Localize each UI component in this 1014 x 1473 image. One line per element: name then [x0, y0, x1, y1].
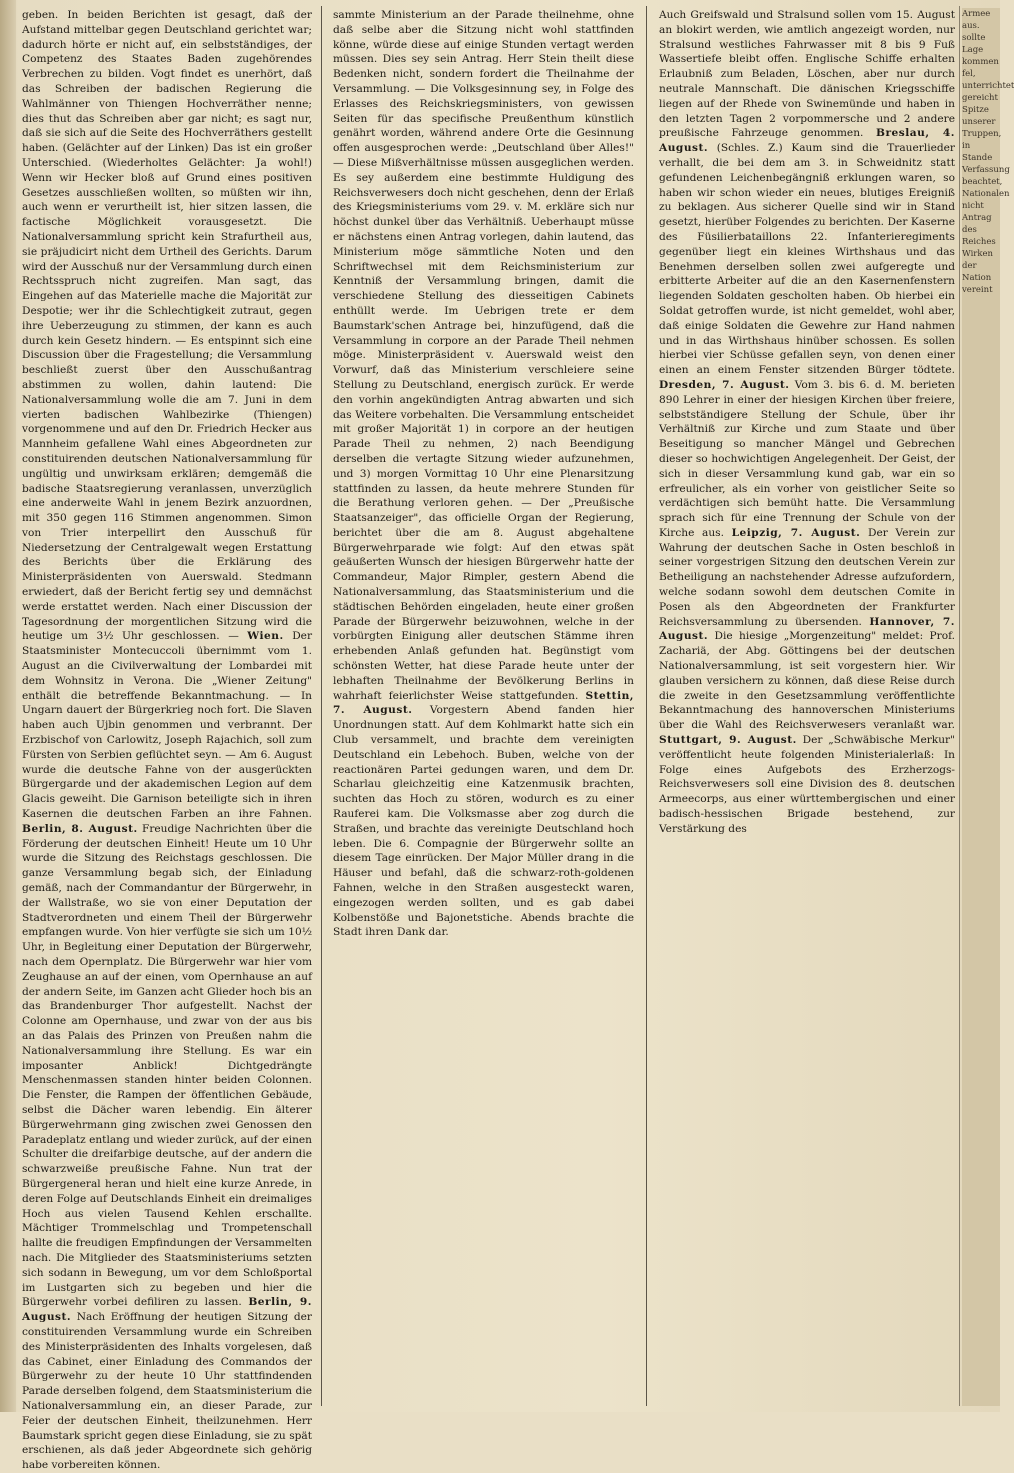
dateline-wien: Wien.	[247, 630, 284, 643]
article-stuttgart: Der „Schwäbische Merkur" veröffentlicht heute folgenden Ministerialerlaß: In Folge eines Aufgebots des Erzherzogs-Reichsverwesers soll eine Division des 8. deutschen Armeecorps, aus einer württembergischen und einer badisch-hessischen Brigade bestehend, zur Verstärkung des	[659, 734, 955, 835]
dateline-breslau: Breslau, 4. August.	[659, 127, 955, 155]
article-berlin-8: Freudige Nachrichten über die Förderung der deutschen Einheit! Heute um 10 Uhr wurde die Sitzung des Reichstags geschlossen. Die ganze Versammlung begab sich, der Einladung gemäß, nach der Commandantur der Bürgerwehr, in der Wallstraße, wo sie von einer Deputation der Stadtverordneten und einem Theil der Bürgerwehr empfangen wurde. Von hier verfügte sie sich um 10½ Uhr, in Begleitung einer Deputation der Bürgerwehr, nach dem Opernplatz. Die Bürgerwehr war hier vom Zeughause an auf der einen, vom Opernhause an auf der andern Seite, im Ganzen acht Glieder hoch bis an das Brandenburger Thor aufgestellt. Nachst der Colonne am Opernhause, und zwar von der aus bis an das Palais des Prinzen von Preußen nahm die Nationalversammlung ihre Stellung. Es war ein imposanter Anblick! Dichtgedrängte Menschenmassen standen hinter beiden Colonnen. Die Fenster, die Rampen der öffentlichen Gebäude, selbst die Dächer waren lebendig. Ein älterer Bürgerwehrmann ging zwischen zwei Genossen den Paradeplatz entlang und wieder zurück, auf der einen Schulter die dreifarbige deutsche, auf der andern die schwarzweiße preußische Fahne. Nun trat der Bürgergeneral heran und hielt eine kurze Anrede, in deren Folge auf Deutschlands Einheit ein dreimaliges Hoch aus vielen Tausend Kehlen erschallte. Mächtiger Trommelschlag und Trompetenschall hallte die freudigen Empfindungen der Versammelten nach. Die Mitglieder des Staatsministeriums setzten sich sodann in Bewegung, um vor dem Schloßportal im Lustgarten sich zu begeben und hier die Bürgerwehr vorbei defiliren zu lassen.	[22, 822, 312, 1309]
article-dresden: Vom 3. bis 6. d. M. berieten 890 Lehrer in einer der hiesigen Kirchen über freiere, selbstständigere Stellung der Schule, über ihr Verhältniß zur Kirche und zum Staate und über Beseitigung so mancher Mängel und Gebrechen dieser so hochwichtigen Angelegenheit. Der Geist, der sich in dieser Versammlung kund gab, war ein so erfreulicher, als ein vorher von geistlicher Seite so verdächtigen sich bemüht hatte. Die Versammlung sprach sich für eine Trennung der Schule von der Kirche aus.	[659, 378, 955, 539]
edge-fragment-text: Armee aus. sollte Lage kommen fel, unterrichtet gereicht Spitze unserer Truppen, in Stande Verfassung beachtet, Nationalen nicht Antrag des Reiches Wirken der Nation vereint	[962, 9, 1014, 295]
column-3	[659, 8, 955, 1406]
dateline-hannover: Hannover, 7. August.	[659, 615, 955, 643]
dateline-dresden: Dresden, 7. August.	[659, 378, 790, 391]
article-leipzig: Der Verein zur Wahrung der deutschen Sache in Osten beschloß in seiner vorgestrigen Sitzung den deutschen Verein zur Betheiligung an nachstehender Adresse aufzufordern, welche sodann sowohl dem deutschen Comite in Posen als den Abgeordneten der Frankfurter Reichsversammlung zu übersenden.	[659, 526, 955, 628]
next-page-edge-fragment	[962, 8, 1014, 1406]
dateline-leipzig: Leipzig, 7. August.	[731, 526, 861, 539]
article-wien: Der Staatsminister Montecuccoli übernimmt vom 1. August an die Civilverwaltung der Lombardei mit dem Wohnsitz in Verona. Die „Wiener Zeitung" enthält die betreffende Bekanntmachung. — In Ungarn dauert der Bürgerkrieg noch fort. Die Slaven haben auch Ujbin genommen und verbrannt. Der Erzbischof von Carlowitz, Joseph Rajachich, soll zum Fürsten von Serbien geflüchtet seyn. — Am 6. August wurde die deutsche Fahne von der ausgerückten Bürgergarde und der akademischen Legion auf dem Glacis geweiht. Die Garnison beteiligte sich in ihren Kasernen die deutschen Farben an ihre Fahnen.	[22, 630, 313, 821]
dateline-berlin-8: Berlin, 8. August.	[22, 822, 138, 835]
dateline-stuttgart: Stuttgart, 9. August.	[659, 734, 797, 747]
page-binding-edge	[0, 0, 16, 1412]
article-breslau: (Schles. Z.) Kaum sind die Trauerlieder verhallt, die bei dem am 3. in Schweidnitz statt gefundenen Leichenbegängniß erklungen waren, so haben wir schon wieder ein neues, blutiges Ereigniß zu beklagen. Aus sicherer Quelle sind wir in Stand gesetzt, hierüber Folgendes zu berichten. Der Kaserne des Füsilierbataillons 22. Infanterieregiments gegenüber liegt ein kleines Wirthshaus und das Benehmen derselben sollen zwei aufgeregte und erbitterte Arbeiter auf die an den Kasernenfenstern liegenden Soldaten gescholten haben. Ob hierbei ein Soldat getroffen wurde, ist nicht gemeldet, wohl aber, daß einige Soldaten die Gewehre zur Hand nahmen und in das Wirthshaus hinüber schossen. Es sollen hierbei vier Schüsse gefallen seyn, von denen einer einen an einem Fenster sitzenden Bürger tödtete.	[659, 142, 955, 377]
article-hannover: Die hiesige „Morgenzeitung" meldet: Prof. Zachariä, der Abg. Göttingens bei der deutschen Nationalversammlung, ist seit vorgestern hier. Wir glauben versichern zu können, daß diese Reise durch die zweite in den Gesetzsammlung veröffentlichte Bekanntmachung des hannoverschen Ministeriums über die Wahl des Reichsverwesers veranlaßt war.	[659, 630, 955, 732]
column-1: geben. In beiden Berichten ist gesagt, daß der Aufstand mittelbar gegen Deutschland gerichtet war; dadurch hörte er nicht auf, ein selbstständiges, der Competenz des Staates Baden zugehörendes Verbrechen zu bilden. Vogt findet es unerhört, daß das Schreiben der badischen Regierung die Wahlmänner von Thiengen Hochverräther nenne; dies thut das Schreiben aber gar nicht; es sagt nur, daß sie sich auf die Seite des Hochverräthers gestellt haben. (Gelächter auf der Linken) Das ist ein großer Unterschied. (Wiederholtes Gelächter: Ja wohl!) Wenn wir Hecker bloß auf Grund eines positiven Gesetzes ausschließen wollten, so müßten wir ihn, auch wenn er verurtheilt ist, hier sitzen lassen, die factische Möglichkeit vorausgesetzt. Die Nationalversammlung spricht kein Strafurtheil aus, sie präjudicirt nicht dem Urtheil des Gerichts. Darum wird der Ausschuß nur der Versammlung durch einen Rechtsspruch nicht zugreifen. Man sagt, das Eingehen auf das Materielle mache die Majorität zur Despotie; wer ihr die Schlechtigkeit zutraut, gegen ihre Ueberzeugung zu stimmen, der kann es auch durch kein Gesetz hindern. — Es entspinnt sich eine Discussion über die Fragestellung; die Versammlung beschließt zuerst über den Ausschußantrag abstimmen zu wollen, dahin lautend: Die Nationalversammlung wolle die am 7. Juni in dem vierten badischen Wahlbezirke (Thiengen) vorgenommene und auf den Dr. Friedrich Hecker aus Mannheim gefallene Wahl eines Abgeordneten zur constituirenden deutschen Nationalversammlung für ungültig und unwirksam erklären; demgemäß die badische Staatsregierung veranlassen, unverzüglich eine anderweite Wahl in jenem Bezirk anzuordnen, mit 350 gegen 116 Stimmen angenommen. Simon von Trier interpellirt den Ausschuß für Niedersetzung der Centralgewalt wegen Erstattung des Berichts über die Erklärung des Ministerpräsidenten von Auerswald. Stedmann erwiedert, daß der Bericht fertig sey und demnächst werde erstattet werden. Nach einer Discussion der Tagesordnung der morgentlichen Sitzung wird die heutige um 3½ Uhr geschlossen. — Wien. Der Staatsminister Montecuccoli übernimmt vom 1. August an die Civilverwaltung der Lombardei mit dem Wohnsitz in Verona. Die „Wiener Zeitung" enthält die betreffende Bekanntmachung. — In Ungarn dauert der Bürgerkrieg noch fort. Die Slaven haben auch Ujbin genommen und verbrannt. Der Erzbischof von Carlowitz, Joseph Rajachich, soll zum Fürsten von Serbien geflüchtet seyn. — Am 6. August wurde die deutsche Fahne von der ausgerückten Bürgergarde und der akademischen Legion auf dem Glacis geweiht. Die Garnison beteiligte sich in ihren Kasernen die deutschen Farben an ihre Fahnen. Berlin, 8. August. Freudige Nachrichten über die Förderung der deutschen Einheit! Heute um 10 Uhr wurde die Sitzung des Reichstags geschlossen. Die ganze Versammlung begab sich, der Einladung gemäß, nach der Commandantur der Bürgerwehr, in der Wallstraße, wo sie von einer Deputation der Stadtverordneten und einem Theil der Bürgerwehr empfangen wurde. Von hier verfügte sie sich um 10½ Uhr, in Begleitung einer Deputation der Bürgerwehr, nach dem Opernplatz. Die Bürgerwehr war hier vom Zeughause an auf der einen, vom Opernhause an auf der andern Seite, im Ganzen acht Glieder hoch bis an das Brandenburger Thor aufgestellt. Nachst der Colonne am Opernhause, und zwar von der aus bis an das Palais des Prinzen von Preußen nahm die Nationalversammlung ihre Stellung. Es war ein imposanter Anblick! Dichtgedrängte Menschenmassen standen hinter beiden Colonnen. Die Fenster, die Rampen der öffentlichen Gebäude, selbst die Dächer waren lebendig. Ein älterer Bürgerwehrmann ging zwischen zwei Genossen den Paradeplatz entlang und wieder zurück, auf der einen Schulter die dreifarbige deutsche, auf der andern die schwarzweiße preußische Fahne. Nun trat der Bürgergeneral heran und hielt eine kurze Anrede, in deren Folge auf Deutschlands Einheit ein dreimaliges Hoch aus vielen Tausend Kehlen erschallte. Mächtiger Trommelschlag und Trompetenschall hallte die freudigen Empfindungen der Versammelten nach. Die Mitglieder des Staatsministeriums setzten sich sodann in Bewegung, um vor dem Schloßportal im Lustgarten sich zu begeben und hier die Bürgerwehr vorbei defiliren zu lassen. Berlin, 9. August. Nach Eröffnung der heutigen Sitzung der constituirenden Versammlung wurde ein Schreiben des Ministerpräsidenten des Inhalts vorgelesen, daß das Cabinet, einer Einladung des Commandos der Bürgerwehr zu der heute 10 Uhr stattfindenden Parade derselben folgend, dem Staatsministerium die Nationalversammlung ein, an dieser Parade, zur Feier der deutschen Einheit, theilzunehmen. Herr Baumstark spricht gegen diese Einladung, sie zu spät erschienen, als daß jeder Abgeordnete sich gehörig habe vorbereiten können.	[22, 9, 313, 1472]
dateline-berlin-9: Berlin, 9. August.	[22, 1296, 312, 1324]
column-2	[333, 8, 634, 1406]
column-rule	[959, 6, 960, 1406]
article-stettin: Vorgestern Abend fanden hier Unordnungen statt. Auf dem Kohlmarkt hatte sich ein Club versammelt, und brachte dem vereinigten Deutschland ein Lebehoch. Buben, welche von der reactionären Partei gedungen waren, und dem Dr. Scharlau gleichzeitig eine Katzenmusik brachten, suchten das Hoch zu stören, wodurch es zu einer Rauferei kam. Die Volksmasse aber zog durch die Straßen, und brachte das vereinigte Deutschland hoch leben. Die 6. Compagnie der Bürgerwehr sollte an diesem Tage einrücken. Der Major Müller drang in die Häuser und befahl, daß die schwarz-roth-goldenen Fahnen, welche in den Straßen ausgesteckt waren, eingezogen werden sollten, und es gab dabei Kolbenstöße und Bajonetstiche. Abends brachte die Stadt ihren Dank dar.	[333, 704, 634, 939]
column-rule	[646, 6, 647, 1406]
column-rule	[321, 6, 322, 1406]
dateline-stettin: Stettin, 7. August.	[333, 689, 634, 717]
column-3-lead: Auch Greifswald und Stralsund sollen vom 15. August an blokirt werden, wie amtlich angezeigt worden, nur Stralsund westliches Fahrwasser mit 8 bis 9 Fuß Wassertiefe bleibt offen. Englische Schiffe erhalten Erlaubniß zum Beladen, Löschen, aber nur durch neutrale Mannschaft. Die dänischen Kriegsschiffe liegen auf der Rhede von Swinemünde und haben in den letzten Tagen 2 vorpommersche und 2 andere preußische Fahrzeuge genommen.	[659, 9, 955, 140]
article-berlin-9: Nach Eröffnung der heutigen Sitzung der constituirenden Versammlung wurde ein Schreiben des Ministerpräsidenten des Inhalts vorgelesen, daß das Cabinet, einer Einladung des Commandos der Bürgerwehr zu der heute 10 Uhr stattfindenden Parade derselben folgend, dem Staatsministerium die Nationalversammlung ein, an dieser Parade, zur Feier der deutschen Einheit, theilzunehmen. Herr Baumstark spricht gegen diese Einladung, sie zu spät erschienen, als daß jeder Abgeordnete sich gehörig habe vorbereiten können.	[22, 1311, 312, 1472]
column-2-lead: sammte Ministerium an der Parade theilnehme, ohne daß selbe aber die Sitzung nicht wohl stattfinden könne, würde diese auf einige Stunden vertagt werden müssen. Dies sey sein Antrag. Herr Stein theilt diese Bedenken nicht, sondern fordert die Theilnahme der Versammlung. — Die Volksgesinnung sey, in Folge des Erlasses des Reichskriegsministers, von gewissen Seiten für das specifische Preußenthum künstlich genährt worden, während andere Orte die Gesinnung offen ausgesprochen werde: „Deutschland über Alles!" — Diese Mißverhältnisse müssen ausgeglichen werden. Es sey außerdem eine bestimmte Huldigung des Reichsverwesers doch nicht geschehen, denn der Erlaß des Kriegsministeriums vom 29. v. M. erkläre sich nur höchst dunkel über das Verhältniß. Ueberhaupt müsse er nächstens einen Antrag vorlegen, dahin lautend, das Ministerium möge sämmtliche Noten und den Schriftwechsel mit dem Reichsministerium zur Kenntniß der Versammlung bringen, damit die verschiedene Stellung des diesseitigen Cabinets enthüllt werde. Im Uebrigen trete er dem Baumstark'schen Antrage bei, hinzufügend, daß die Versammlung in corpore an der Parade Theil nehmen möge. Ministerpräsident v. Auerswald weist den Vorwurf, daß das Ministerium verschleiere seine Stellung zu Deutschland, energisch zurück. Er werde den vorhin angekündigten Antrag abwarten und sich das Weitere vorbehalten. Die Versammlung entscheidet mit großer Majorität 1) in corpore an der heutigen Parade Theil zu nehmen, 2) nach Beendigung derselben die vertagte Sitzung wieder aufzunehmen, und 3) morgen Vormittag 10 Uhr eine Plenarsitzung stattfinden zu lassen, da heute mehrere Stunden für die Berathung verloren gehen. — Der „Preußische Staatsanzeiger", das officielle Organ der Regierung, berichtet über die am 8. August abgehaltene Bürgerwehrparade wie folgt: Auf den etwas spät geäußerten Wunsch der hiesigen Bürgerwehr hatte der Commandeur, Major Rimpler, gestern Abend die Nationalversammlung, das Staatsministerium und die städtischen Behörden eingeladen, heute einer großen Parade der Bürgerwehr beizuwohnen, welche in der vorbürgten Einigung aller deutschen Stämme ihren erhebenden Anlaß gefunden hat. Begünstigt vom schönsten Wetter, hat diese Parade heute unter der lebhaften Theilnahme der Bevölkerung Berlins in wahrhaft feierlichster Weise stattgefunden.	[333, 9, 634, 702]
column-1-lead: geben. In beiden Berichten ist gesagt, daß der Aufstand mittelbar gegen Deutschland gerichtet war; dadurch hörte er nicht auf, ein selbstständiges, der Competenz des Staates Baden zugehörendes Verbrechen zu bilden. Vogt findet es unerhört, daß das Schreiben der badischen Regierung die Wahlmänner von Thiengen Hochverräther nenne; dies thut das Schreiben aber gar nicht; es sagt nur, daß sie sich auf die Seite des Hochverräthers gestellt haben. (Gelächter auf der Linken) Das ist ein großer Unterschied. (Wiederholtes Gelächter: Ja wohl!) Wenn wir Hecker bloß auf Grund eines positiven Gesetzes ausschließen wollten, so müßten wir ihn, auch wenn er verurtheilt ist, hier sitzen lassen, die factische Möglichkeit vorausgesetzt. Die Nationalversammlung spricht kein Strafurtheil aus, sie präjudicirt nicht dem Urtheil des Gerichts. Darum wird der Ausschuß nur der Versammlung durch einen Rechtsspruch nicht zugreifen. Man sagt, das Eingehen auf das Materielle mache die Majorität zur Despotie; wer ihr die Schlechtigkeit zutraut, gegen ihre Ueberzeugung zu stimmen, der kann es auch durch kein Gesetz hindern. — Es entspinnt sich eine Discussion über die Fragestellung; die Versammlung beschließt zuerst über den Ausschußantrag abstimmen zu wollen, dahin lautend: Die Nationalversammlung wolle die am 7. Juni in dem vierten badischen Wahlbezirke (Thiengen) vorgenommene und auf den Dr. Friedrich Hecker aus Mannheim gefallene Wahl eines Abgeordneten zur constituirenden deutschen Nationalversammlung für ungültig und unwirksam erklären; demgemäß die badische Staatsregierung veranlassen, unverzüglich eine anderweite Wahl in jenem Bezirk anzuordnen, mit 350 gegen 116 Stimmen angenommen. Simon von Trier interpellirt den Ausschuß für Niedersetzung der Centralgewalt wegen Erstattung des Berichts über die Erklärung des Ministerpräsidenten von Auerswald. Stedmann erwiedert, daß der Bericht fertig sey und demnächst werde erstattet werden. Nach einer Discussion der Tagesordnung der morgentlichen Sitzung wird die heutige um 3½ Uhr geschlossen.	[22, 9, 312, 643]
